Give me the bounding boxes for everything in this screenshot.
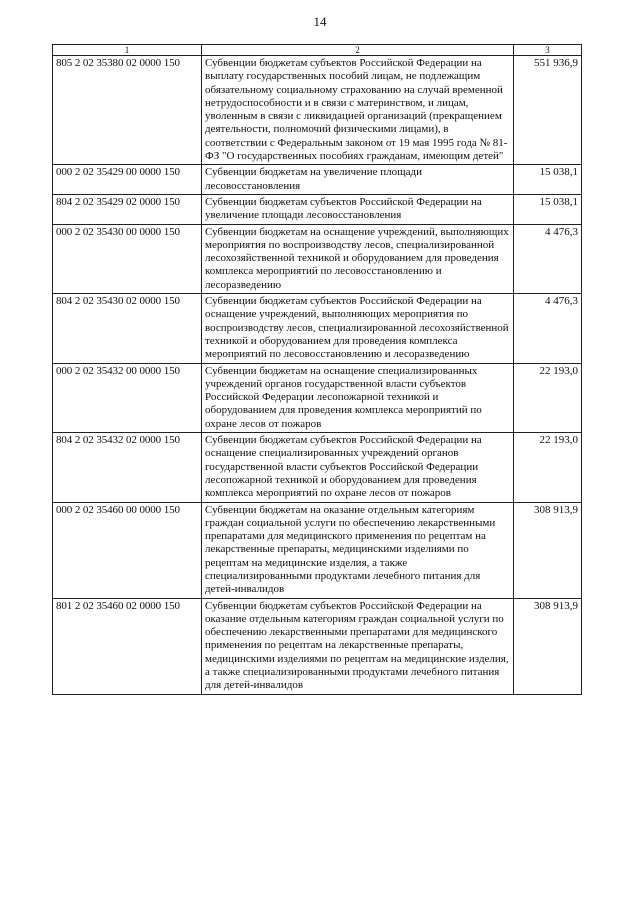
row-description: Субвенции бюджетам субъектов Российской Федерации на оснащение специализированных учреждений органов государственной власти субъектов Российской Федерации лесопожарной техникой и оборудованием для проведения комплекса мероприятий по охране лесов от пожаров [202,433,514,502]
row-amount: 22 193,0 [514,363,582,432]
table-row [53,56,582,165]
row-amount: 22 193,0 [514,433,582,502]
row-amount: 15 038,1 [514,194,582,224]
row-code: 804 2 02 35430 02 0000 150 [53,294,202,363]
row-code: 804 2 02 35432 02 0000 150 [53,433,202,502]
row-code: 804 2 02 35429 02 0000 150 [53,194,202,224]
row-code: 801 2 02 35460 02 0000 150 [53,598,202,694]
row-amount: 4 476,3 [514,224,582,293]
row-amount: 15 038,1 [514,165,582,195]
row-description: Субвенции бюджетам субъектов Российской Федерации на оказание отдельным категориям граждан социальной услуги по обеспечению лекарственными препаратами для медицинского применения по рецептам на лекарственные препараты, медицинскими изделиями по рецептам на медицинские изделия, а также специализированными продуктами лечебного питания для детей-инвалидов [202,598,514,694]
row-description: Субвенции бюджетам на увеличение площади лесовосстановления [202,165,514,195]
row-code: 000 2 02 35430 00 0000 150 [53,224,202,293]
row-amount: 308 913,9 [514,598,582,694]
table-row [53,598,582,694]
row-description: Субвенции бюджетам на оказание отдельным категориям граждан социальной услуги по обеспечению лекарственными препаратами для медицинского применения по рецептам на лекарственные препараты, медицинскими изделиями по рецептам на медицинские изделия, а также специализированными продуктами лечебного питания для детей-инвалидов [202,502,514,598]
row-description: Субвенции бюджетам на оснащение учреждений, выполняющих мероприятия по воспроизводству лесов, специализированной лесохозяйственной техникой и оборудованием для проведения комплекса мероприятий по лесовосстановлению и лесоразведению [202,224,514,293]
row-amount: 551 936,9 [514,56,582,165]
row-amount: 308 913,9 [514,502,582,598]
row-description: Субвенции бюджетам субъектов Российской Федерации на выплату государственных пособий лицам, не подлежащим обязательному социальному страхованию на случай временной нетрудоспособности и в связи с материнством, и лицам, уволенным в связи с ликвидацией организаций (прекращением деятельности, полномочий физическими лицами), в соответствии с Федеральным законом от 19 мая 1995 года № 81-ФЗ "О государственных пособиях гражданам, имеющим детей" [202,56,514,165]
row-description: Субвенции бюджетам на оснащение специализированных учреждений органов государственной власти субъектов Российской Федерации лесопожарной техникой и оборудованием для проведения комплекса мероприятий по охране лесов от пожаров [202,363,514,432]
row-amount: 4 476,3 [514,294,582,363]
table-header-row [53,45,582,56]
column-header-amount: 3 [514,45,582,56]
table-row [53,224,582,293]
row-code: 000 2 02 35460 00 0000 150 [53,502,202,598]
row-code: 000 2 02 35432 00 0000 150 [53,363,202,432]
table-row [53,502,582,598]
table-row [53,433,582,502]
row-description: Субвенции бюджетам субъектов Российской Федерации на оснащение учреждений, выполняющих мероприятия по воспроизводству лесов, специализированной лесохозяйственной техникой и оборудованием для проведения комплекса мероприятий по лесовосстановлению и лесоразведению [202,294,514,363]
row-description: Субвенции бюджетам субъектов Российской Федерации на увеличение площади лесовосстановления [202,194,514,224]
column-header-description: 2 [202,45,514,56]
table-row [53,294,582,363]
table-row [53,165,582,195]
table-row [53,194,582,224]
row-code: 000 2 02 35429 00 0000 150 [53,165,202,195]
page-number: 14 [313,14,327,29]
row-code: 805 2 02 35380 02 0000 150 [53,56,202,165]
table-row [53,363,582,432]
column-header-code: 1 [53,45,202,56]
budget-table [52,44,582,695]
